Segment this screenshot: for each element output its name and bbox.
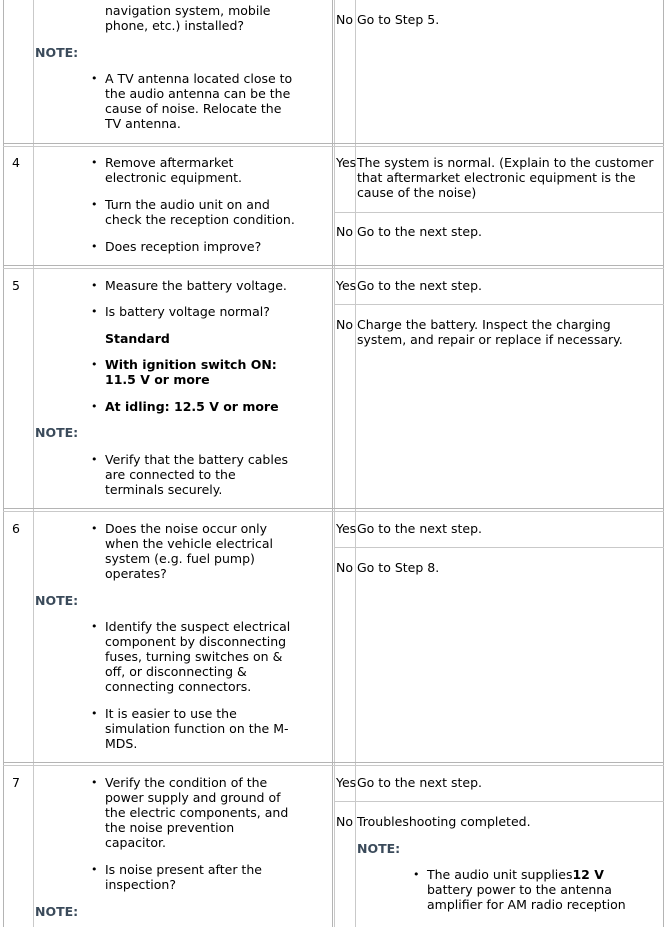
procedure-text: Is noise present after the	[105, 862, 262, 877]
note-text: component by disconnecting	[105, 634, 287, 649]
procedure-text: Remove aftermarket	[105, 155, 234, 170]
yes-label: Yes	[336, 155, 357, 170]
no-result: Go to Step 5.	[357, 12, 440, 27]
procedure-text: operates?	[105, 566, 167, 581]
no-result: Charge the battery. Inspect the charging	[357, 317, 611, 332]
note-text	[427, 867, 604, 882]
standard-label: Standard	[105, 331, 170, 346]
no-result: Go to the next step.	[357, 224, 482, 239]
yes-result: cause of the noise)	[357, 185, 477, 200]
spec-text: With ignition switch ON:	[105, 357, 277, 372]
note-text: Identify the suspect electrical	[105, 619, 291, 634]
bullet-icon: •	[91, 198, 98, 211]
note-text: battery power to the antenna	[427, 882, 612, 897]
no-result: system, and repair or replace if necessary.	[357, 332, 623, 347]
yes-label: Yes	[336, 278, 357, 293]
yes-result: that aftermarket electronic equipment is the	[357, 170, 636, 185]
yes-result: Go to the next step.	[357, 521, 482, 536]
procedure-text: Does the noise occur only	[105, 521, 268, 536]
spec-text: 11.5 V or more	[105, 372, 210, 387]
note-text: terminals securely.	[105, 482, 223, 497]
note-label: NOTE:	[357, 841, 401, 856]
note-text-part: The audio unit supplies	[427, 867, 573, 882]
procedure-text: the noise prevention	[105, 820, 235, 835]
no-label: No	[336, 12, 353, 27]
note-text: It is easier to use the	[105, 706, 237, 721]
voltage-value: 12 V	[572, 867, 604, 882]
note-text: TV antenna.	[105, 116, 181, 131]
bullet-icon: •	[91, 72, 98, 85]
no-label: No	[336, 814, 353, 829]
bullet-icon: •	[91, 707, 98, 720]
procedure-text: capacitor.	[105, 835, 166, 850]
procedure-text: Does reception improve?	[105, 239, 262, 254]
note-text: amplifier for AM radio reception	[427, 897, 626, 912]
no-result: Troubleshooting completed.	[357, 814, 531, 829]
note-text: MDS.	[105, 736, 138, 751]
yes-result: Go to the next step.	[357, 278, 482, 293]
note-label: NOTE:	[35, 425, 79, 440]
step-number: 7	[12, 775, 20, 790]
yes-label: Yes	[336, 521, 357, 536]
procedure-text: phone, etc.) installed?	[105, 18, 245, 33]
procedure-text: electronic equipment.	[105, 170, 242, 185]
bullet-icon: •	[91, 863, 98, 876]
note-label: NOTE:	[35, 45, 79, 60]
note-text: the audio antenna can be the	[105, 86, 291, 101]
no-label: No	[336, 560, 353, 575]
note-text: fuses, turning switches on &	[105, 649, 283, 664]
bullet-icon: •	[413, 868, 420, 881]
bullet-icon: •	[91, 240, 98, 253]
procedure-text: Turn the audio unit on and	[105, 197, 270, 212]
step-number: 4	[12, 155, 20, 170]
procedure-text: Verify the condition of the	[105, 775, 268, 790]
no-result: Go to Step 8.	[357, 560, 440, 575]
procedure-text: inspection?	[105, 877, 176, 892]
note-text: cause of noise. Relocate the	[105, 101, 282, 116]
yes-result: Go to the next step.	[357, 775, 482, 790]
note-text: Verify that the battery cables	[105, 452, 289, 467]
spec-text: At idling: 12.5 V or more	[105, 399, 279, 414]
procedure-text: power supply and ground of	[105, 790, 281, 805]
procedure-text: when the vehicle electrical	[105, 536, 273, 551]
procedure-text: Measure the battery voltage.	[105, 278, 287, 293]
bullet-icon: •	[91, 453, 98, 466]
procedure-text: system (e.g. fuel pump)	[105, 551, 255, 566]
procedure-text: check the reception condition.	[105, 212, 295, 227]
no-label: No	[336, 317, 353, 332]
bullet-icon: •	[91, 279, 98, 292]
note-text: connecting connectors.	[105, 679, 252, 694]
note-label: NOTE:	[35, 593, 79, 608]
no-label: No	[336, 224, 353, 239]
bullet-icon: •	[91, 620, 98, 633]
note-text: off, or disconnecting &	[105, 664, 247, 679]
bullet-icon: •	[91, 776, 98, 789]
note-label: NOTE:	[35, 904, 79, 919]
step-number: 6	[12, 521, 20, 536]
step-number: 5	[12, 278, 20, 293]
yes-label: Yes	[336, 775, 357, 790]
note-text: simulation function on the M-	[105, 721, 289, 736]
procedure-text: the electric components, and	[105, 805, 289, 820]
procedure-text: Is battery voltage normal?	[105, 304, 270, 319]
bullet-icon: •	[91, 305, 98, 318]
procedure-text: navigation system, mobile	[105, 3, 271, 18]
bullet-icon: •	[91, 156, 98, 169]
yes-result: The system is normal. (Explain to the customer	[357, 155, 654, 170]
bullet-icon: •	[91, 358, 98, 371]
note-text: are connected to the	[105, 467, 236, 482]
note-text: A TV antenna located close to	[105, 71, 293, 86]
bullet-icon: •	[91, 400, 98, 413]
bullet-icon: •	[91, 522, 98, 535]
